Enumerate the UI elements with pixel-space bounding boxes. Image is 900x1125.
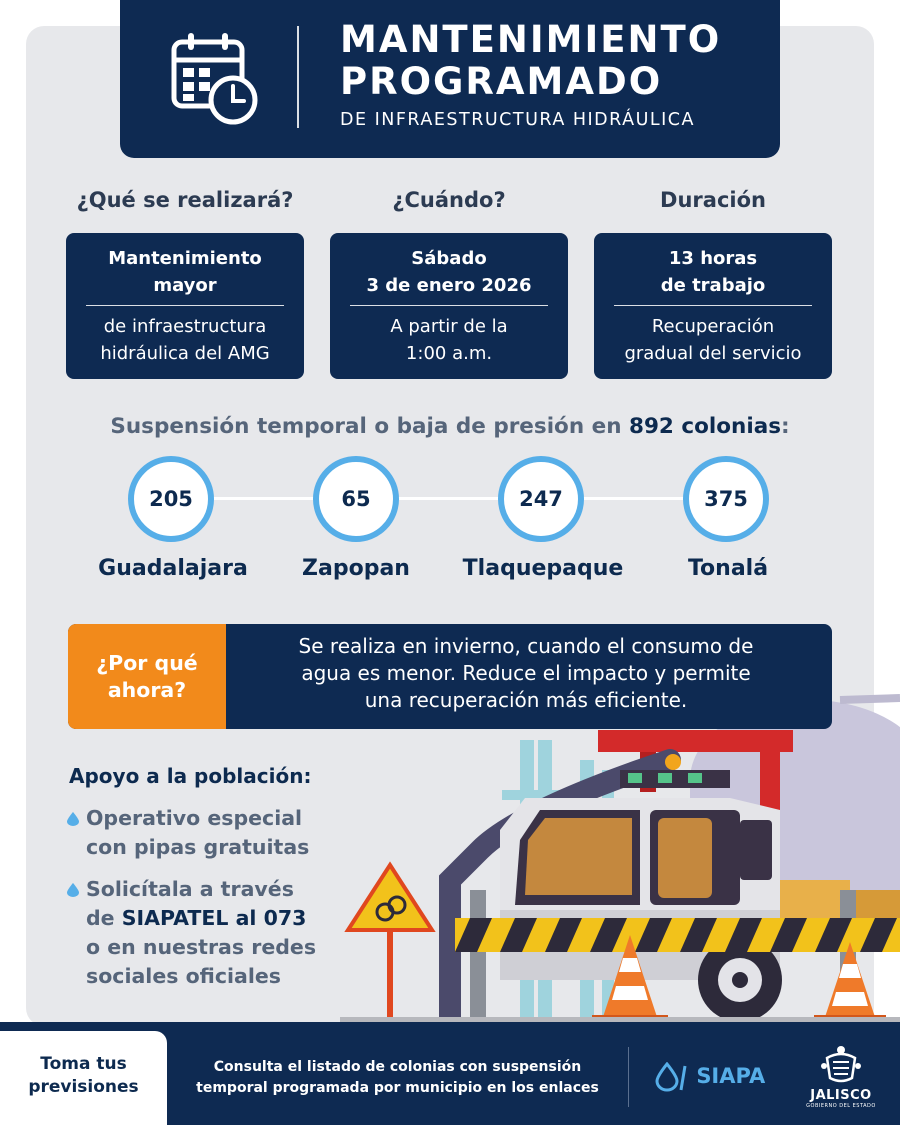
calendar-clock-icon [170, 30, 260, 126]
municipality-zapopan: Zapopan [302, 556, 410, 581]
why-text-line1: Se realiza en invierno, cuando el consumo de [298, 634, 754, 658]
count-circle-guadalajara: 205 [128, 456, 214, 542]
bullet1-line1: Operativo especial [86, 806, 303, 830]
card-duration-top1: 13 horas [668, 248, 758, 269]
header-banner [120, 0, 780, 158]
page-subtitle: DE INFRAESTRUCTURA HIDRÁULICA [340, 110, 695, 130]
bullet2-line4: sociales oficiales [86, 964, 281, 988]
siapa-logo [655, 1062, 765, 1092]
page-title-line1: MANTENIMIENTO [340, 18, 722, 61]
bullet2-line2-pre: de [86, 906, 115, 930]
municipality-tlaquepaque: Tlaquepaque [462, 556, 624, 581]
suspension-text: Suspensión temporal o baja de presión en [110, 414, 622, 439]
footer-previsiones [0, 1053, 167, 1099]
municipality-tonala: Tonalá [687, 556, 769, 581]
jalisco-subtitle: GOBIERNO DEL ESTADO [806, 1103, 876, 1109]
suspension-suffix: : [781, 414, 790, 439]
siapa-drop-icon [655, 1062, 689, 1092]
info-line1: Consulta el listado de colonias con suspensión [213, 1059, 582, 1075]
siapa-logo-text: SIAPA [696, 1064, 766, 1088]
card-divider [86, 305, 284, 306]
question-when: ¿Cuándo? [392, 188, 506, 212]
card-what-top2: mayor [153, 275, 217, 296]
count-circle-zapopan: 65 [313, 456, 399, 542]
card-when-top2: 3 de enero 2026 [366, 275, 532, 296]
siapatel-number: SIAPATEL al 073 [121, 906, 307, 930]
why-badge-line2: ahora? [107, 677, 187, 702]
jalisco-crest-icon [819, 1044, 863, 1084]
why-now-text [236, 633, 816, 714]
water-drop-icon [67, 883, 79, 897]
why-now-badge [68, 624, 226, 729]
card-duration [594, 233, 832, 379]
bullet1-line2: con pipas gratuitas [86, 835, 310, 859]
card-divider [614, 305, 812, 306]
support-bullet-pipas [86, 804, 309, 862]
warning-sign-icon [348, 865, 432, 1025]
prev-line1: Toma tus [40, 1054, 127, 1074]
card-duration-bot2: gradual del servicio [624, 343, 802, 364]
card-when-bot1: A partir de la [390, 316, 508, 337]
card-divider [350, 305, 548, 306]
water-truck-illustration [340, 680, 900, 1025]
municipality-guadalajara: Guadalajara [98, 556, 248, 581]
municipality-connector-line [170, 497, 730, 500]
card-what-bot2: hidráulica del AMG [100, 343, 270, 364]
card-when [330, 233, 568, 379]
footer-info [185, 1057, 610, 1099]
card-duration-top2: de trabajo [660, 275, 766, 296]
jalisco-logo [796, 1044, 886, 1109]
card-what-top1: Mantenimiento [108, 248, 262, 269]
support-bullet-siapatel [86, 875, 316, 991]
card-when-bot2: 1:00 a.m. [405, 343, 493, 364]
count-circle-tlaquepaque: 247 [498, 456, 584, 542]
card-what-bot1: de infraestructura [103, 316, 267, 337]
why-text-line3: una recuperación más eficiente. [364, 688, 688, 712]
why-badge-line1: ¿Por qué [96, 650, 198, 675]
jalisco-logo-text: JALISCO [810, 1088, 872, 1103]
question-duration: Duración [660, 188, 766, 212]
support-title: Apoyo a la población: [69, 764, 312, 788]
bullet2-line3: o en nuestras redes [86, 935, 317, 959]
page-title-line2: PROGRAMADO [340, 60, 663, 103]
question-what: ¿Qué se realizará? [76, 188, 294, 212]
count-circle-tonala: 375 [683, 456, 769, 542]
suspension-summary [0, 414, 900, 439]
prev-line2: previsiones [28, 1077, 139, 1097]
suspension-count: 892 colonias [629, 414, 782, 439]
bullet2-line1: Solicítala a través [86, 877, 294, 901]
traffic-cone-right [814, 942, 886, 1025]
why-text-line2: agua es menor. Reduce el impacto y permite [301, 661, 751, 685]
footer-divider [628, 1047, 629, 1107]
card-what [66, 233, 304, 379]
card-duration-bot1: Recuperación [651, 316, 775, 337]
info-line2: temporal programada por municipio en los enlaces [196, 1080, 599, 1096]
water-drop-icon [67, 812, 79, 826]
card-when-top1: Sábado [411, 248, 487, 269]
header-divider [297, 26, 299, 128]
footer-bar [0, 1022, 900, 1125]
